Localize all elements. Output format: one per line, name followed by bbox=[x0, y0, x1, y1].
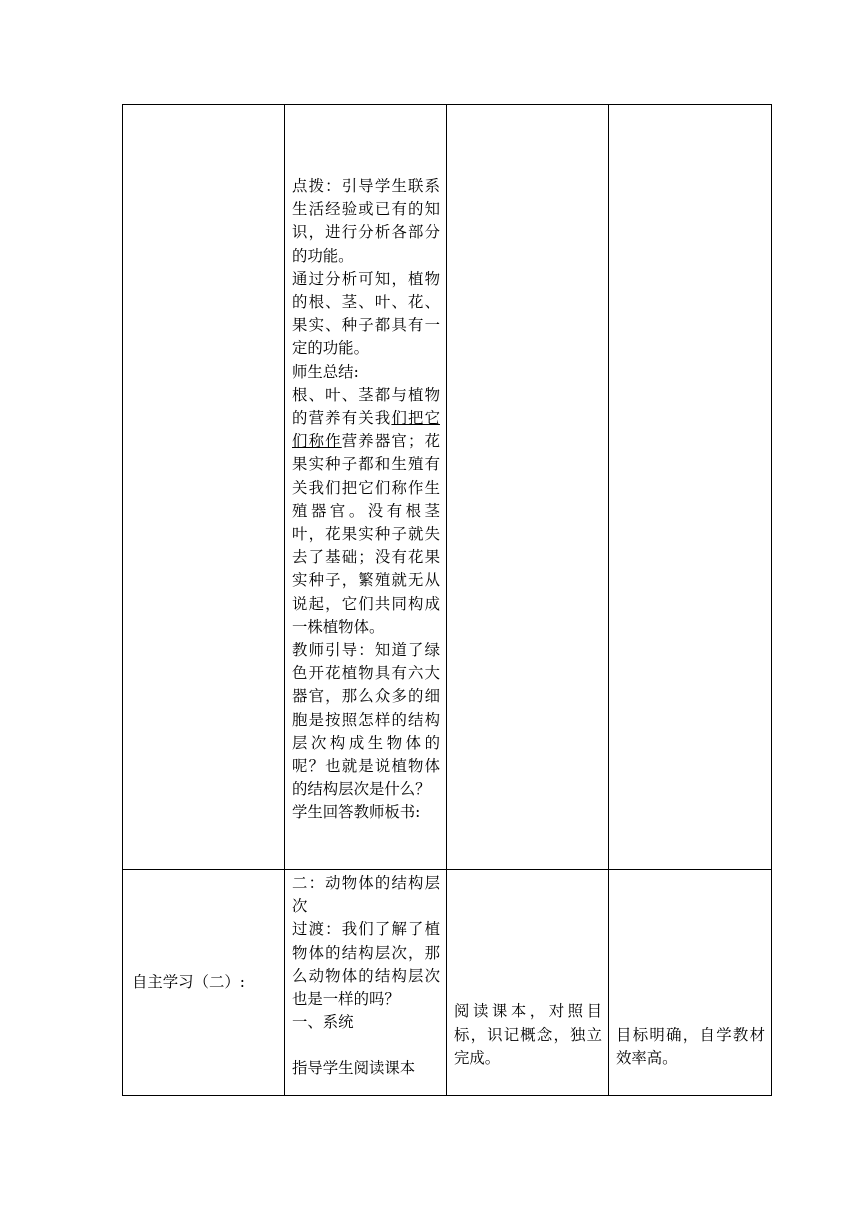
student-activity-text: 阅读课本，对照目标，识记概念，独立完成。 bbox=[454, 1002, 602, 1067]
summary-heading: 师生总结: bbox=[292, 362, 359, 381]
analysis-paragraph: 通过分析可知，植物的根、茎、叶、花、果实、种子都具有一定的功能。 bbox=[292, 269, 440, 358]
row1-stage-cell bbox=[123, 105, 285, 870]
hint-paragraph: 点拨：引导学生联系生活经验或已有的知识，进行分析各部分的功能。 bbox=[292, 177, 440, 265]
row2-student-activity-cell bbox=[447, 870, 609, 1096]
table-row bbox=[123, 870, 772, 1096]
design-intent-text: 目标明确，自学教材效率高。 bbox=[616, 1025, 765, 1067]
table-row bbox=[123, 105, 772, 870]
guidance-paragraph: 教师引导：知道了绿色开花植物具有六大器官，那么众多的细胞是按照怎样的结构层次构成生物体的呢？也就是说植物体的结构层次是什么？ bbox=[292, 641, 440, 799]
summary-paragraph: 根、叶、茎都与植物的营养有关我们把它们称作营养器官；花果实种子都和生殖有关我们把它们称作生殖器官。没有根茎叶，花果实种子就失去了基础；没有花果实种子，繁殖就无从说起，它们共同构成一株植物体。 bbox=[292, 385, 440, 636]
lesson-plan-table bbox=[122, 104, 772, 1096]
row2-design-intent-cell bbox=[609, 870, 772, 1096]
row2-teacher-activity-cell bbox=[285, 870, 447, 1096]
system-heading: 一、系统 bbox=[292, 1013, 354, 1032]
row1-design-intent-cell bbox=[609, 105, 772, 870]
row1-student-activity-cell bbox=[447, 105, 609, 870]
row1-teacher-activity-cell bbox=[285, 105, 447, 870]
stage-label: 自主学习（二）: bbox=[132, 972, 245, 991]
section-heading: 二：动物体的结构层次 bbox=[292, 874, 440, 916]
transition-paragraph: 过渡：我们了解了植物体的结构层次，那么动物体的结构层次也是一样的吗？ bbox=[292, 920, 440, 1009]
board-paragraph: 学生回答教师板书: bbox=[292, 803, 421, 822]
reading-instruction: 指导学生阅读课本 bbox=[292, 1059, 416, 1078]
row2-stage-cell bbox=[123, 870, 285, 1096]
